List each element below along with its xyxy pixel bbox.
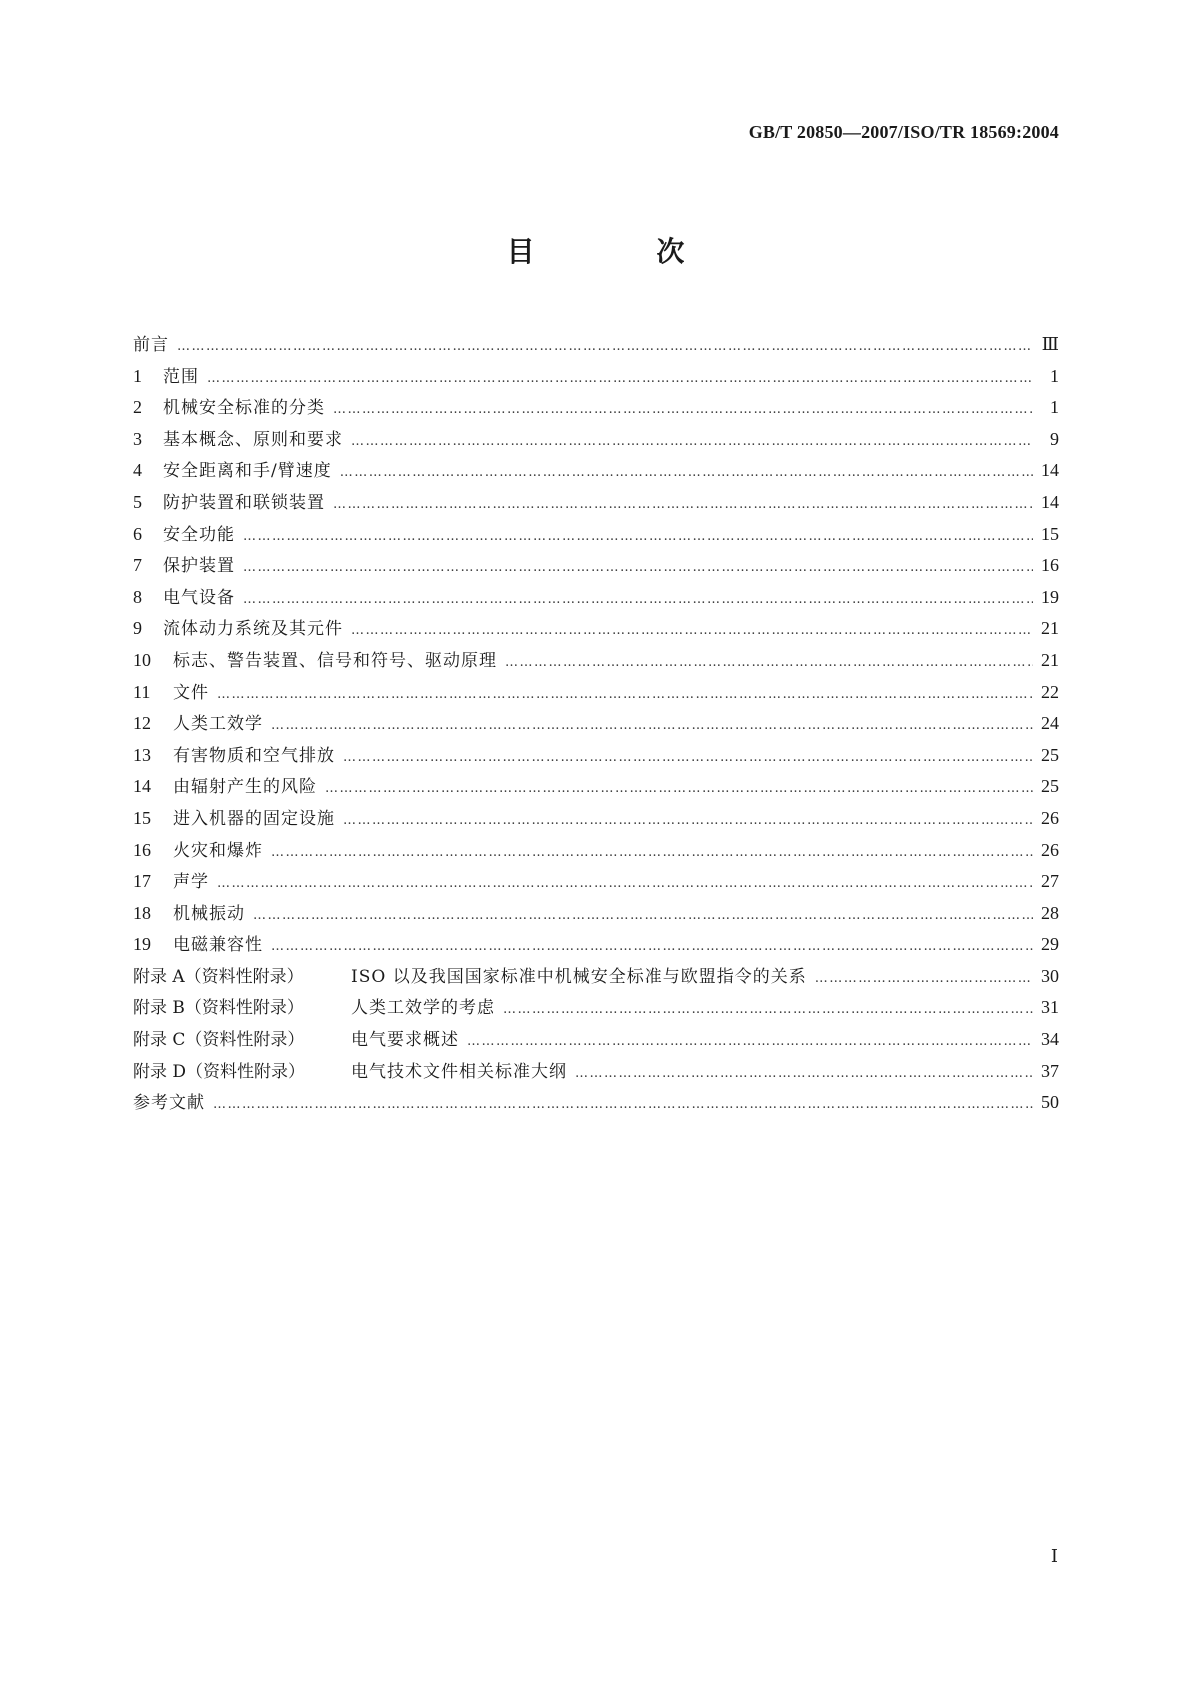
annex-label: 附录 B（资料性附录） <box>133 998 304 1019</box>
page-number: Ⅰ <box>1050 1546 1058 1566</box>
toc-entry-9[interactable] <box>133 614 1059 646</box>
dot-leader <box>575 1066 1033 1081</box>
toc-entry-foreword[interactable] <box>133 330 1059 362</box>
toc-entry-page: 50 <box>1041 1092 1059 1113</box>
toc-entry-number: 10 <box>133 649 151 670</box>
toc-entry-text: 防护装置和联锁装置 <box>163 492 325 513</box>
toc-entry-page: 24 <box>1041 713 1059 734</box>
toc-entry-annex-b[interactable] <box>133 993 1059 1025</box>
toc-entry-page: 26 <box>1041 839 1059 860</box>
toc-entry-11[interactable] <box>133 678 1059 710</box>
toc-entry-number: 15 <box>133 807 151 828</box>
dot-leader <box>343 813 1033 828</box>
toc-entry-text: 进入机器的固定设施 <box>173 808 335 829</box>
toc-entry-page: 21 <box>1041 618 1059 639</box>
toc-entry-2[interactable] <box>133 393 1059 425</box>
toc-entry-16[interactable] <box>133 836 1059 868</box>
toc-entry-page: 25 <box>1041 776 1059 797</box>
toc-entry-1[interactable] <box>133 362 1059 394</box>
toc-entry-text: 电气技术文件相关标准大纲 <box>351 1061 567 1082</box>
toc-entry-number: 12 <box>133 713 151 734</box>
toc-entry-page: 37 <box>1041 1060 1059 1081</box>
toc-entry-number: 18 <box>133 902 151 923</box>
toc-entry-page: 34 <box>1041 1029 1059 1050</box>
toc-entry-page: 31 <box>1041 997 1059 1018</box>
toc-entry-number: 13 <box>133 744 151 765</box>
toc-entry-page: 21 <box>1041 649 1059 670</box>
toc-entry-page: 26 <box>1041 807 1059 828</box>
toc-entry-page: 22 <box>1041 681 1059 702</box>
toc-entry-13[interactable] <box>133 741 1059 773</box>
toc-entry-number: 5 <box>133 491 142 512</box>
dot-leader <box>243 529 1033 544</box>
dot-leader <box>271 845 1033 860</box>
toc-entry-page: 16 <box>1041 555 1059 576</box>
toc-entry-8[interactable] <box>133 583 1059 615</box>
toc-entry-15[interactable] <box>133 804 1059 836</box>
toc-entry-text: 电气设备 <box>163 587 235 608</box>
toc-entry-10[interactable] <box>133 646 1059 678</box>
toc-entry-4[interactable] <box>133 456 1059 488</box>
toc-entry-page: 29 <box>1041 934 1059 955</box>
toc-entry-page: Ⅲ <box>1041 334 1059 354</box>
toc-entry-page: 30 <box>1041 965 1059 986</box>
toc-entry-text: 文件 <box>173 682 209 703</box>
annex-label: 附录 A（资料性附录） <box>133 966 304 987</box>
toc-entry-annex-a[interactable] <box>133 962 1059 994</box>
toc-entry-number: 8 <box>133 586 142 607</box>
dot-leader <box>351 434 1033 449</box>
toc-entry-text: 电气要求概述 <box>351 1030 459 1051</box>
toc-entry-page: 1 <box>1050 397 1059 418</box>
toc-entry-text: 安全功能 <box>163 524 235 545</box>
dot-leader <box>467 1034 1033 1049</box>
dot-leader <box>217 687 1033 702</box>
toc-entry-number: 3 <box>133 428 142 449</box>
dot-leader <box>815 971 1033 986</box>
toc-entry-page: 27 <box>1041 871 1059 892</box>
dot-leader <box>177 339 1033 354</box>
toc-entry-text: 电磁兼容性 <box>173 935 263 956</box>
toc-entry-page: 28 <box>1041 902 1059 923</box>
toc-entry-bibliography[interactable] <box>133 1088 1059 1120</box>
toc-entry-12[interactable] <box>133 709 1059 741</box>
toc-entry-annex-c[interactable] <box>133 1025 1059 1057</box>
toc-entry-text: 保护装置 <box>163 556 235 577</box>
toc-entry-text: ISO 以及我国国家标准中机械安全标准与欧盟指令的关系 <box>351 966 807 987</box>
toc-entry-page: 1 <box>1050 365 1059 386</box>
toc-entry-5[interactable] <box>133 488 1059 520</box>
toc-entry-number: 9 <box>133 618 142 639</box>
toc-entry-number: 6 <box>133 523 142 544</box>
dot-leader <box>340 465 1033 480</box>
toc-entry-text: 前言 <box>133 335 169 355</box>
toc-entry-text: 基本概念、原则和要求 <box>163 429 343 450</box>
toc-entry-page: 14 <box>1041 460 1059 481</box>
toc-entry-17[interactable] <box>133 867 1059 899</box>
toc-entry-number: 2 <box>133 397 142 418</box>
annex-label: 附录 C（资料性附录） <box>133 1030 305 1051</box>
toc-entry-text: 机械振动 <box>173 903 245 924</box>
annex-label: 附录 D（资料性附录） <box>133 1061 306 1082</box>
toc-entry-text: 由辐射产生的风险 <box>173 777 317 798</box>
toc-entry-text: 声学 <box>173 872 209 893</box>
toc-entry-text: 范围 <box>163 366 199 387</box>
dot-leader <box>271 939 1033 954</box>
toc-entry-text: 机械安全标准的分类 <box>163 398 325 419</box>
dot-leader <box>253 908 1033 923</box>
dot-leader <box>351 623 1033 638</box>
table-of-contents <box>133 330 1059 1120</box>
dot-leader <box>243 560 1033 575</box>
dot-leader <box>271 718 1033 733</box>
dot-leader <box>207 371 1033 386</box>
toc-entry-number: 11 <box>133 681 151 702</box>
dot-leader <box>243 592 1033 607</box>
toc-entry-number: 17 <box>133 871 151 892</box>
toc-entry-14[interactable] <box>133 772 1059 804</box>
toc-entry-7[interactable] <box>133 551 1059 583</box>
toc-entry-text: 有害物质和空气排放 <box>173 745 335 766</box>
toc-entry-page: 19 <box>1041 586 1059 607</box>
toc-entry-number: 16 <box>133 839 151 860</box>
toc-entry-page: 9 <box>1050 428 1059 449</box>
standard-code: GB/T 20850—2007/ISO/TR 18569:2004 <box>748 122 1059 142</box>
toc-entry-18[interactable] <box>133 899 1059 931</box>
dot-leader <box>333 402 1033 417</box>
toc-entry-number: 14 <box>133 776 151 797</box>
toc-entry-annex-d[interactable] <box>133 1057 1059 1089</box>
toc-entry-text: 火灾和爆炸 <box>173 840 263 861</box>
dot-leader <box>503 1002 1033 1017</box>
toc-entry-number: 19 <box>133 934 151 955</box>
dot-leader <box>505 655 1033 670</box>
dot-leader <box>333 497 1033 512</box>
toc-entry-text: 参考文献 <box>133 1093 205 1114</box>
page-title: 目 次 <box>506 235 741 268</box>
toc-entry-number: 7 <box>133 555 142 576</box>
toc-entry-text: 安全距离和手/臂速度 <box>163 461 332 482</box>
dot-leader <box>325 781 1033 796</box>
dot-leader <box>213 1097 1033 1112</box>
toc-entry-page: 25 <box>1041 744 1059 765</box>
toc-entry-text: 标志、警告装置、信号和符号、驱动原理 <box>173 650 497 671</box>
toc-entry-text: 人类工效学 <box>173 714 263 735</box>
toc-entry-number: 1 <box>133 365 142 386</box>
toc-entry-page: 14 <box>1041 491 1059 512</box>
dot-leader <box>343 750 1033 765</box>
toc-entry-text: 人类工效学的考虑 <box>351 998 495 1019</box>
toc-entry-19[interactable] <box>133 930 1059 962</box>
dot-leader <box>217 876 1033 891</box>
toc-entry-number: 4 <box>133 460 142 481</box>
toc-entry-text: 流体动力系统及其元件 <box>163 619 343 640</box>
toc-entry-3[interactable] <box>133 425 1059 457</box>
toc-entry-6[interactable] <box>133 520 1059 552</box>
toc-entry-page: 15 <box>1041 523 1059 544</box>
